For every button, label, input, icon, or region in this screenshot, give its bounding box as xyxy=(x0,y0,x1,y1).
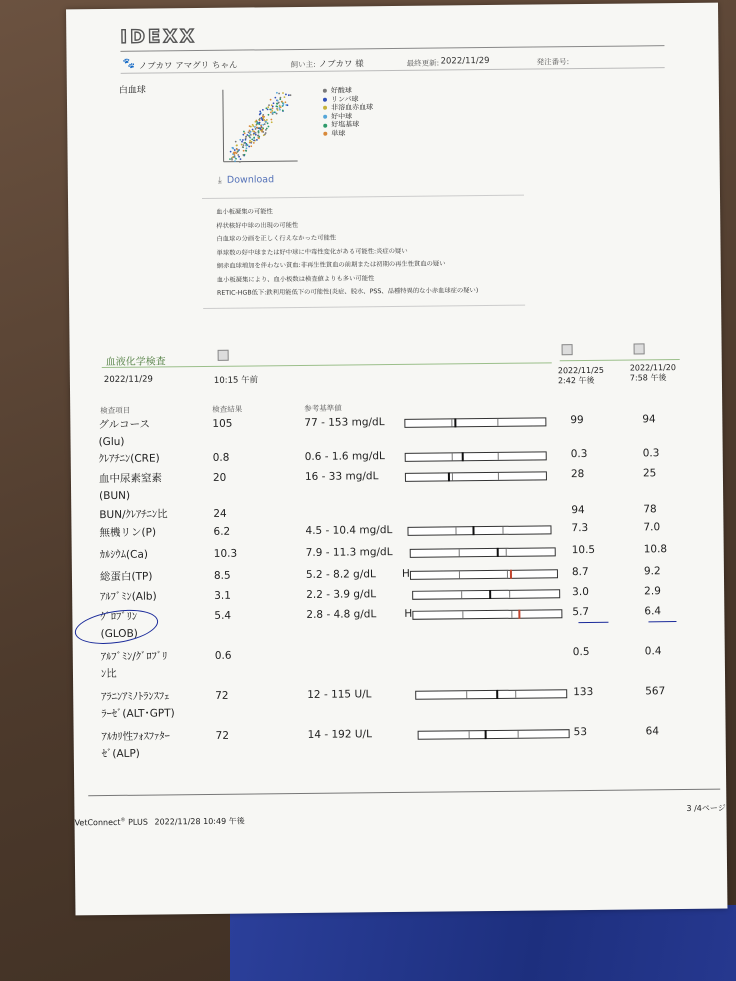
range-bar xyxy=(405,451,547,461)
test-name xyxy=(99,470,162,505)
reference-range: 14 - 192 U/L xyxy=(307,728,372,741)
range-bar-tick xyxy=(459,549,460,556)
range-bar-tick xyxy=(455,527,456,534)
range-bar-marker xyxy=(462,452,464,461)
scatter-point xyxy=(230,151,232,153)
prev1-value: 5.7 xyxy=(572,605,590,619)
range-bar-tick xyxy=(502,527,503,534)
test-name xyxy=(99,506,167,524)
scatter-point xyxy=(243,144,245,146)
scatter-point xyxy=(256,139,258,141)
prev1-date: 2022/11/25 xyxy=(557,365,604,376)
scatter-point xyxy=(242,139,244,141)
test-name xyxy=(99,525,156,543)
scatter-point xyxy=(235,141,237,143)
scatter-point xyxy=(270,99,272,101)
footer-timestamp: 2022/11/28 10:49 午後 xyxy=(154,816,245,827)
prev2-time: 7:58 午後 xyxy=(629,373,667,383)
legend-dot xyxy=(323,123,327,127)
reference-range: 4.5 - 10.4 mg/dL xyxy=(305,524,393,537)
scatter-point xyxy=(268,114,270,116)
scatter-point xyxy=(274,97,276,99)
prev2-value: 0.3 xyxy=(642,447,660,460)
scatter-point xyxy=(270,119,272,121)
blue-cloth xyxy=(230,905,736,981)
range-bar-marker xyxy=(448,472,450,481)
range-bar-tick xyxy=(497,419,498,426)
scatter-point xyxy=(270,111,272,113)
legend-dot xyxy=(323,98,327,102)
range-bar-tick xyxy=(509,591,510,598)
owner-label: 飼い主: xyxy=(290,59,316,70)
test-name-line2: ﾗｰｾﾞ(ALT･GPT) xyxy=(101,707,175,721)
test-name-line1: ｸﾞﾛﾌﾞﾘﾝ xyxy=(100,610,138,624)
test-name xyxy=(98,417,150,452)
test-name-line1: グルコース xyxy=(98,418,151,432)
comment-line: 網赤血球増加を伴わない貧血:非再生性貧血の前期または初期の再生性貧血の疑い xyxy=(216,260,446,270)
range-bar-tick xyxy=(462,611,463,618)
test-name xyxy=(100,547,148,565)
test-result: 20 xyxy=(212,471,227,484)
chem-prev-rule xyxy=(560,359,680,361)
test-name-line1: 総蛋白(TP) xyxy=(99,570,153,584)
test-name xyxy=(100,569,153,587)
scatter-point xyxy=(259,122,261,124)
legend-label: 単球 xyxy=(331,129,346,138)
prev1-value: 28 xyxy=(570,468,585,481)
test-name-line1: BUN/ｸﾚｱﾁﾆﾝ比 xyxy=(99,508,168,522)
pen-circle-glob xyxy=(73,605,161,649)
prev1-value: 10.5 xyxy=(571,543,596,557)
test-name-line2: ﾝ比 xyxy=(100,667,117,681)
prev2-value: 567 xyxy=(645,685,666,698)
comment-rule xyxy=(202,195,524,199)
prev1-datetime xyxy=(558,366,604,386)
reference-range: 16 - 33 mg/dL xyxy=(304,470,379,483)
prev2-value: 64 xyxy=(645,725,660,738)
test-name xyxy=(100,588,157,606)
scatter-point xyxy=(246,147,248,149)
scatter-point xyxy=(278,93,280,95)
header-rule xyxy=(120,45,664,52)
prev2-value: 78 xyxy=(643,503,657,516)
scatter-point xyxy=(240,158,242,160)
legend-dot xyxy=(323,132,327,136)
chem-time: 10:15 午前 xyxy=(213,375,259,386)
col-item-header: 検査項目 xyxy=(100,405,131,416)
scatter-point xyxy=(243,150,245,152)
range-bar-tick xyxy=(498,453,499,460)
chem-date: 2022/11/29 xyxy=(103,374,153,386)
range-bar-marker xyxy=(518,610,520,619)
test-result: 5.4 xyxy=(214,609,232,622)
scatter-point xyxy=(259,110,261,112)
owner-name: ノブカワ 様 xyxy=(318,59,364,70)
prev1-value: 53 xyxy=(573,725,588,739)
scatter-point xyxy=(268,104,270,106)
range-bar xyxy=(412,609,562,620)
scatter-point xyxy=(234,149,236,151)
range-bar-tick xyxy=(518,731,519,738)
scatter-point xyxy=(242,134,244,136)
scatter-point xyxy=(239,139,241,141)
chem-title: 血液化学検査 xyxy=(105,356,166,369)
prev1-value: 133 xyxy=(573,685,594,699)
prev2-value: 10.8 xyxy=(643,543,668,556)
download-label: Download xyxy=(226,174,275,186)
high-flag: H xyxy=(404,607,413,620)
lab-report-page xyxy=(66,3,727,916)
scatter-point xyxy=(237,154,239,156)
registered-mark: ® xyxy=(120,817,126,824)
reference-range: 2.8 - 4.8 g/dL xyxy=(306,608,377,621)
comment-line: 血小板凝集により、血小板数は検査値よりも多い可能性 xyxy=(216,274,375,284)
scatter-point xyxy=(241,141,243,143)
test-name-line1: 無機リン(P) xyxy=(99,526,157,540)
scatter-point xyxy=(273,102,275,104)
test-name-line2: (GLOB) xyxy=(100,627,138,641)
test-result: 0.8 xyxy=(212,451,230,464)
test-result: 3.1 xyxy=(214,589,231,602)
comments-list xyxy=(216,203,478,300)
scatter-point xyxy=(252,129,254,131)
scatter-point xyxy=(271,121,273,123)
prev2-value: 94 xyxy=(642,413,656,426)
test-name-line1: ｸﾚｱﾁﾆﾝ(CRE) xyxy=(98,452,160,466)
legend-dot xyxy=(323,89,327,93)
legend-item xyxy=(323,103,373,112)
scatter-point xyxy=(251,138,253,140)
scatter-point xyxy=(271,110,273,112)
col-ref-header: 参考基準値 xyxy=(304,403,342,413)
comment-line: 血小板凝集の可能性 xyxy=(216,208,273,216)
wbc-legend xyxy=(323,86,374,138)
range-bar xyxy=(410,569,558,580)
reference-range: 0.6 - 1.6 mg/dL xyxy=(304,450,385,463)
prev1-value: 99 xyxy=(570,414,584,427)
reference-range: 5.2 - 8.2 g/dL xyxy=(305,568,376,581)
prev2-date: 2022/11/20 xyxy=(629,363,676,373)
range-bar-marker xyxy=(496,690,498,699)
plus-label: PLUS xyxy=(128,817,148,827)
scatter-point xyxy=(231,159,233,161)
test-name xyxy=(102,728,171,763)
range-bar xyxy=(418,729,570,740)
download-link[interactable] xyxy=(218,167,275,187)
range-bar-marker xyxy=(454,418,456,427)
prev2-datetime xyxy=(630,363,676,383)
range-bar-tick xyxy=(507,571,508,578)
scatter-point xyxy=(288,94,290,96)
prev1-value: 7.3 xyxy=(571,521,589,535)
legend-label: 非溶血赤血球 xyxy=(331,103,374,112)
last-updated-label: 最終更新: xyxy=(406,58,440,68)
scatter-point xyxy=(255,134,257,136)
range-bar-tick xyxy=(469,731,470,738)
test-name-line1: ｶﾙｼｳﾑ(Ca) xyxy=(99,548,149,562)
scatter-point xyxy=(285,94,287,96)
scatter-point xyxy=(229,158,231,160)
scatter-point xyxy=(246,134,248,136)
scatter-point xyxy=(255,128,257,130)
range-bar-tick xyxy=(451,419,452,426)
range-bar-marker xyxy=(485,730,487,739)
range-bar xyxy=(415,689,567,700)
test-result: 0.6 xyxy=(214,649,232,662)
range-bar-tick xyxy=(498,473,499,480)
high-flag: H xyxy=(401,567,410,580)
test-result: 6.2 xyxy=(213,525,231,538)
range-bar-tick xyxy=(452,473,453,480)
legend-label: リンパ球 xyxy=(330,94,359,104)
prev1-value: 3.0 xyxy=(572,585,589,599)
range-bar-marker xyxy=(510,570,512,579)
scatter-point xyxy=(276,92,278,94)
pen-underline-prev1 xyxy=(578,622,608,623)
test-name xyxy=(101,648,168,683)
scatter-point xyxy=(267,122,269,124)
range-bar-tick xyxy=(466,691,467,698)
reference-range: 2.2 - 3.9 g/dL xyxy=(306,588,377,601)
legend-label: 好酸球 xyxy=(330,86,352,95)
reference-range: 12 - 115 U/L xyxy=(307,688,372,701)
prev2-value: 7.0 xyxy=(643,521,661,534)
scatter-point xyxy=(290,94,292,96)
comment-line: 単球数の好中球または好中球に中毒性変化がある可能性:炎症の疑い xyxy=(216,247,408,257)
wbc-title: 白血球 xyxy=(118,85,146,96)
comment-line: 白血球の分画を正しく行えなかった可能性 xyxy=(216,234,337,243)
test-name-line1: 血中尿素窒素 xyxy=(98,472,162,486)
scatter-point xyxy=(254,126,256,128)
prev1-download-icon[interactable] xyxy=(562,344,573,355)
range-bar-marker xyxy=(497,548,499,557)
test-name xyxy=(101,688,175,723)
scatter-point xyxy=(282,92,284,94)
reference-range: 77 - 153 mg/dL xyxy=(304,416,385,429)
legend-dot xyxy=(323,115,327,119)
range-bar-tick xyxy=(506,549,507,556)
last-updated-date: 2022/11/29 xyxy=(440,55,490,67)
chem-title-rule xyxy=(102,362,552,368)
range-bar-marker xyxy=(472,526,474,535)
vetconnect-label: VetConnect xyxy=(74,817,121,828)
prev2-value: 0.4 xyxy=(644,645,662,658)
wbc-scatter-plot xyxy=(219,87,300,166)
range-bar-tick xyxy=(459,571,460,578)
idexx-logo: IDEXX xyxy=(120,26,198,48)
range-bar xyxy=(412,589,560,600)
comment-rule-2 xyxy=(203,305,525,309)
comment-line: 桿状核好中球の出現の可能性 xyxy=(216,221,299,230)
range-bar xyxy=(405,471,547,481)
chem-download-icon[interactable] xyxy=(218,350,229,361)
range-bar-marker xyxy=(489,590,491,599)
range-bar-tick xyxy=(515,691,516,698)
test-name-line1: ｱﾗﾆﾝｱﾐﾉﾄﾗﾝｽﾌｪ xyxy=(101,690,170,704)
scatter-point xyxy=(244,132,246,134)
comment-line: RETIC-HGB低下:鉄利用能低下の可能性(炎症、脱水、PSS、品種特異的な小赤血球症の疑い) xyxy=(216,287,479,297)
legend-label: 好塩基球 xyxy=(331,120,360,130)
scatter-point xyxy=(284,96,286,98)
scatter-point xyxy=(266,119,268,121)
test-name-line1: ｱﾙﾌﾞﾐﾝ/ｸﾞﾛﾌﾞﾘ xyxy=(100,650,168,664)
range-bar-tick xyxy=(461,591,462,598)
scatter-point xyxy=(262,109,264,111)
prev2-value: 6.4 xyxy=(644,605,662,618)
scatter-point xyxy=(268,126,270,128)
scatter-point xyxy=(241,144,243,146)
prev1-value: 8.7 xyxy=(571,565,589,579)
paw-icon: 🐾 xyxy=(122,58,136,70)
test-name-line1: ｱﾙﾌﾞﾐﾝ(Alb) xyxy=(100,590,157,604)
scatter-point xyxy=(267,106,269,108)
prev2-value: 9.2 xyxy=(643,565,661,578)
range-bar xyxy=(407,525,551,536)
test-result: 72 xyxy=(215,729,230,742)
reference-range: 7.9 - 11.3 mg/dL xyxy=(305,546,393,559)
prev1-time: 2:42 午後 xyxy=(557,375,595,386)
test-name-line1: ｱﾙｶﾘ性ﾌｫｽﾌｧﾀｰ xyxy=(101,730,170,744)
download-icon: ⤓ xyxy=(217,175,222,186)
test-result: 8.5 xyxy=(213,569,231,582)
prev2-value: 25 xyxy=(642,467,657,480)
prev1-value: 0.3 xyxy=(570,447,588,461)
range-bar-tick xyxy=(511,611,512,618)
test-result: 10.3 xyxy=(213,547,238,560)
test-result: 24 xyxy=(213,507,227,520)
order-label: 発注番号: xyxy=(536,57,570,67)
scatter-point xyxy=(235,158,237,160)
prev2-download-icon[interactable] xyxy=(634,343,645,354)
scatter-point xyxy=(249,142,251,144)
test-result: 72 xyxy=(215,689,229,702)
scatter-point xyxy=(279,109,281,111)
scatter-point xyxy=(253,142,255,144)
scatter-point xyxy=(243,131,245,133)
test-name-line2: (BUN) xyxy=(99,489,131,503)
test-name-line2: ｾﾞ(ALP) xyxy=(101,747,140,761)
scatter-point xyxy=(248,146,250,148)
pen-underline-prev2 xyxy=(648,621,676,622)
test-result: 105 xyxy=(212,417,233,430)
scatter-point xyxy=(284,101,286,103)
col-result-header: 検査結果 xyxy=(212,404,243,414)
prev2-value: 2.9 xyxy=(644,585,661,598)
scatter-point xyxy=(250,145,252,147)
legend-item xyxy=(323,129,373,138)
range-bar xyxy=(404,417,546,427)
footer-left xyxy=(74,816,244,829)
patient-name: ノブカワ アマグリ ちゃん xyxy=(138,60,238,72)
prev1-value: 94 xyxy=(571,504,585,517)
test-name-line2: (Glu) xyxy=(98,435,125,449)
legend-dot xyxy=(323,106,327,110)
prev1-value: 0.5 xyxy=(572,645,590,659)
range-bar xyxy=(410,547,556,558)
page-number: 3 /4ページ xyxy=(686,803,726,813)
test-name xyxy=(99,450,160,468)
scatter-point xyxy=(238,156,240,158)
footer-rule xyxy=(88,789,720,797)
legend-label: 好中球 xyxy=(331,112,353,121)
range-bar-tick xyxy=(452,453,453,460)
